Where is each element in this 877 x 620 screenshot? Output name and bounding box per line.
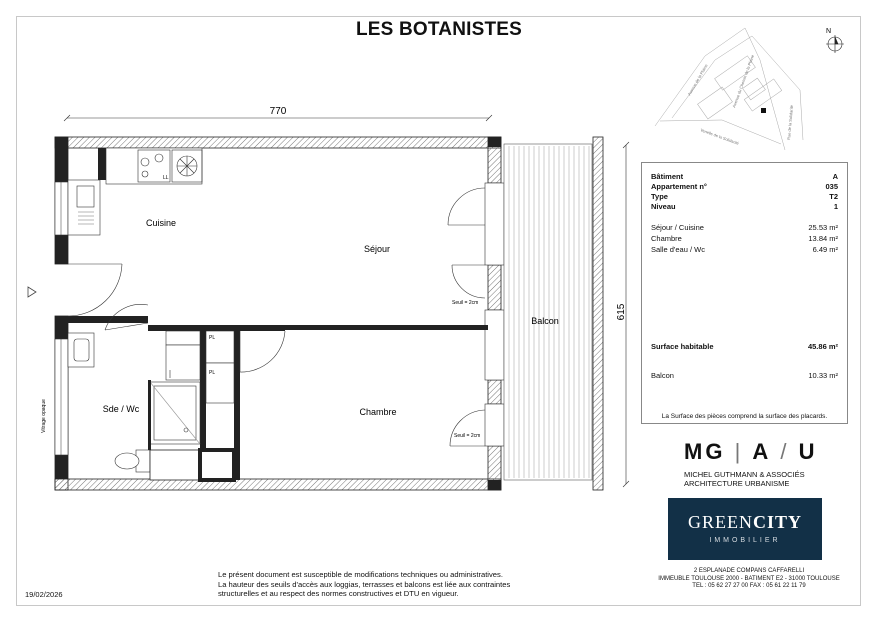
room-label-cuisine: Cuisine — [145, 218, 177, 228]
map-street-4: Rue de la Solidarité — [786, 104, 795, 141]
room-label-sde: Sde / Wc — [102, 404, 140, 414]
niveau-label: Niveau — [651, 202, 676, 211]
appartement-value: 035 — [825, 182, 838, 191]
dimension-width-label: 770 — [269, 106, 287, 117]
sejour-balcony-door — [448, 188, 485, 298]
apartment-info-box — [641, 162, 848, 424]
balcon-area-value: 10.33 m² — [808, 371, 838, 380]
label-ll: LL — [163, 175, 169, 181]
document-title: LES BOTANISTES — [355, 19, 523, 40]
mgau-line1: MICHEL GUTHMANN & ASSOCIÉS — [684, 470, 805, 479]
address-line3: TEL : 05 62 27 27 00 FAX : 05 61 22 11 79 — [692, 583, 806, 589]
map-street-1: Avenue de la Plaine — [686, 63, 709, 97]
toilet-icon — [115, 450, 150, 472]
surface-habitable-value: 45.86 m² — [807, 342, 838, 351]
mgau-subtitle — [684, 470, 805, 488]
map-street-2: Avenue du Chemin de la Plaine — [731, 54, 756, 109]
building-marker — [761, 108, 766, 113]
seuil-label-chambre: Seuil = 2cm — [454, 433, 481, 439]
room-label-chambre: Chambre — [359, 407, 397, 417]
surface-habitable-label: Surface habitable — [651, 342, 714, 351]
room-label-sejour: Séjour — [363, 244, 391, 254]
balcon-area-label: Balcon — [651, 371, 674, 380]
address-line2: IMMEUBLE TOULOUSE 2000 - BATIMENT E2 - 31000 TOULOUSE — [658, 575, 840, 582]
company-address — [640, 568, 858, 591]
disclaimer-line1: Le présent document est susceptible de modifications techniques ou administratives. — [218, 570, 503, 579]
entrance-door — [68, 264, 122, 316]
address-line1: 2 ESPLANADE COMPANS CAFFARELLI — [693, 568, 805, 574]
disclaimer — [218, 570, 598, 599]
map-street-3: Venelle de la Solidarité — [699, 127, 740, 146]
greencity-sub: IMMOBILIER — [709, 537, 781, 544]
batiment-label: Bâtiment — [651, 172, 684, 181]
document-date: 19/02/2026 — [25, 590, 63, 599]
bathroom-basin-icon — [68, 333, 94, 367]
type-label: Type — [651, 192, 668, 201]
logo-u: U — [798, 439, 818, 464]
niveau-value: 1 — [833, 202, 838, 211]
area-value: 13.84 m² — [808, 234, 838, 243]
greencity-logo — [668, 498, 822, 560]
appartement-label: Appartement n° — [651, 182, 707, 191]
disclaimer-line3: structurelles et au respect des normes constructives et DTU en vigueur. — [218, 589, 459, 598]
vitrage-label: Vitrage opaque — [41, 399, 47, 433]
entrance-arrow-icon — [28, 287, 36, 297]
logo-a: A — [752, 439, 772, 464]
type-value: T2 — [829, 192, 838, 201]
area-label: Chambre — [651, 234, 682, 243]
pl-label-1: PL — [209, 335, 216, 341]
area-value: 25.53 m² — [808, 223, 838, 232]
shower-icon — [150, 382, 200, 444]
bedroom-door — [240, 331, 285, 372]
balcony-deck — [504, 144, 592, 480]
area-value: 6.49 m² — [812, 245, 838, 254]
mgau-logo: MG | A / U — [684, 439, 818, 464]
disclaimer-line2: La hauteur des seuils d'accès aux loggias, terrasses et balcons est liée aux contraintes — [218, 579, 511, 589]
info-footnote: La Surface des pièces comprend la surface des placards. — [661, 413, 828, 420]
chambre-balcony-door — [450, 410, 485, 446]
dimension-height-label: 615 — [616, 303, 627, 321]
logo-mg: MG — [684, 439, 726, 464]
compass-north-label: N — [826, 28, 832, 35]
area-label: Salle d'eau / Wc — [651, 245, 705, 254]
site-plan-map — [655, 28, 803, 150]
pl-label-2: PL — [209, 370, 216, 376]
compass-icon — [826, 35, 844, 53]
area-label: Séjour / Cuisine — [651, 223, 704, 232]
greencity-city: CITY — [752, 512, 802, 532]
batiment-value: A — [832, 172, 838, 181]
seuil-label-sejour: Seuil = 2cm — [452, 300, 479, 306]
greencity-green: GREEN — [687, 512, 753, 532]
mgau-line2: ARCHITECTURE URBANISME — [684, 479, 790, 488]
kitchen-sink-icon — [68, 180, 100, 235]
room-label-balcon: Balcon — [531, 316, 559, 326]
